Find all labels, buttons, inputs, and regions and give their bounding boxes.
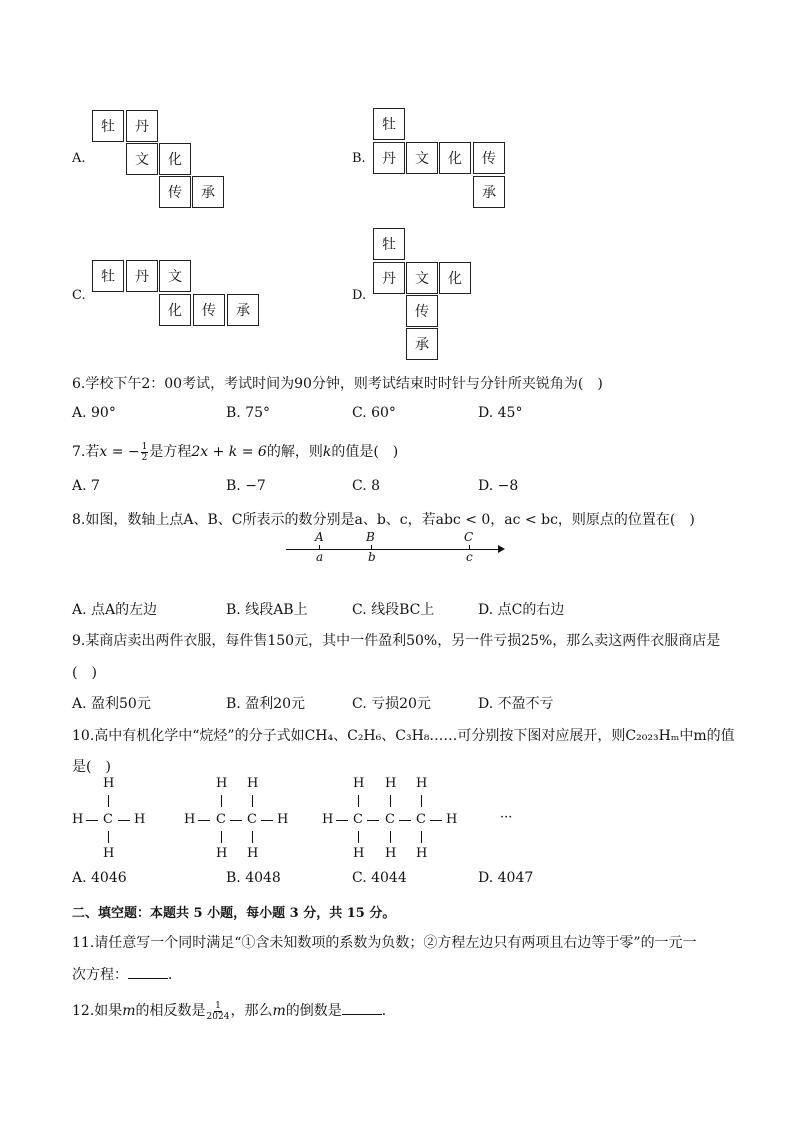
q6-option-c[interactable]: C. 60° <box>352 405 396 421</box>
atom-h: H <box>277 812 289 827</box>
q7-option-a[interactable]: A. 7 <box>72 478 100 494</box>
atom-c: C <box>103 812 113 827</box>
bond <box>261 820 273 821</box>
bond <box>367 820 379 821</box>
answer-blank[interactable] <box>342 1002 382 1015</box>
net-cell: 丹 <box>126 260 158 292</box>
point-label-upper: B <box>366 530 375 544</box>
q8-option-a[interactable]: A. 点A的左边 <box>72 602 158 618</box>
bond <box>252 795 253 807</box>
atom-h: H <box>385 846 397 861</box>
net-cell: 文 <box>406 262 438 294</box>
bond <box>421 831 422 843</box>
net-cell: 牡 <box>92 260 124 292</box>
option-label: C. <box>72 288 86 303</box>
atom-c: C <box>216 812 226 827</box>
net-cell: 承 <box>192 176 224 208</box>
q9-option-d[interactable]: D. 不盈不亏 <box>478 696 554 712</box>
bond <box>118 820 130 821</box>
atom-h: H <box>446 812 458 827</box>
q6-option-d[interactable]: D. 45° <box>478 405 523 421</box>
net-cell: 化 <box>439 142 471 174</box>
bond <box>198 820 210 821</box>
net-cell: 文 <box>159 260 191 292</box>
bond <box>252 831 253 843</box>
ellipsis: ··· <box>500 810 513 825</box>
atom-c: C <box>247 812 257 827</box>
net-cell: 化 <box>439 262 471 294</box>
bond <box>230 820 242 821</box>
atom-h: H <box>216 846 228 861</box>
net-cell: 传 <box>159 176 191 208</box>
bond <box>399 820 411 821</box>
atom-h: H <box>103 846 115 861</box>
question-10-cont: 是( ) <box>72 759 111 775</box>
option-label: A. <box>72 151 86 166</box>
question-8: 8.如图，数轴上点A、B、C所表示的数分别是a、b、c，若abc < 0，ac < bc，则原点的位置在( ) <box>72 512 695 528</box>
bond <box>221 795 222 807</box>
net-cell: 传 <box>406 295 438 327</box>
net-cell: 牡 <box>92 110 124 142</box>
net-cell: 牡 <box>373 108 405 140</box>
q6-option-b[interactable]: B. 75° <box>226 405 271 421</box>
net-cell: 文 <box>406 142 438 174</box>
q8-option-b[interactable]: B. 线段AB上 <box>226 602 308 618</box>
q10-option-c[interactable]: C. 4044 <box>352 870 407 886</box>
answer-blank[interactable] <box>128 966 168 979</box>
section-heading: 二、填空题：本题共 5 小题，每小题 3 分，共 15 分。 <box>72 906 396 921</box>
q10-option-a[interactable]: A. 4046 <box>72 870 127 886</box>
atom-c: C <box>416 812 426 827</box>
atom-c: C <box>353 812 363 827</box>
question-6: 6.学校下午2：00考试，考试时间为90分钟，则考试结束时时针与分针所夹锐角为( ) <box>72 376 603 392</box>
point-label-lower: b <box>368 550 376 564</box>
option-label: D. <box>352 288 367 303</box>
bond <box>430 820 442 821</box>
atom-h: H <box>184 812 196 827</box>
atom-h: H <box>103 776 115 791</box>
q9-option-b[interactable]: B. 盈利20元 <box>226 696 306 712</box>
question-12: 12.如果m的相反数是 $\frac{1}{2024}$ ，那么m的倒数是 ． <box>72 1000 396 1022</box>
atom-h: H <box>72 812 84 827</box>
atom-h: H <box>353 846 365 861</box>
net-cell: 丹 <box>373 262 405 294</box>
point-label-upper: C <box>464 530 474 544</box>
atom-c: C <box>385 812 395 827</box>
question-10: 10.高中有机化学中“烷烃”的分子式如CH₄、C₂H₆、C₃H₈……可分别按下图对应展开，则C₂₀₂₃Hₘ中m的值 <box>72 728 735 744</box>
net-cell: 牡 <box>373 228 405 260</box>
question-7: 7.若x = − $\frac{1}{2}$ 是方程2x + k = 6的解，则k的值是( ) <box>72 441 399 463</box>
axis-arrow-icon <box>498 545 505 553</box>
q7-option-d[interactable]: D. −8 <box>478 478 519 494</box>
net-cell: 传 <box>473 142 505 174</box>
atom-h: H <box>216 776 228 791</box>
point-label-upper: A <box>315 530 324 544</box>
net-cell: 丹 <box>126 110 158 142</box>
atom-h: H <box>416 846 428 861</box>
q8-option-d[interactable]: D. 点C的右边 <box>478 602 565 618</box>
net-cell: 承 <box>227 294 259 326</box>
net-cell: 文 <box>126 143 158 175</box>
atom-h: H <box>353 776 365 791</box>
question-9: 9.某商店卖出两件衣服，每件售150元，其中一件盈利50%，另一件亏损25%，那么卖这两件衣服商店是 <box>72 633 721 649</box>
q10-option-d[interactable]: D. 4047 <box>478 870 534 886</box>
net-cell: 丹 <box>373 142 405 174</box>
q9-option-a[interactable]: A. 盈利50元 <box>72 696 151 712</box>
net-cell: 化 <box>159 294 191 326</box>
q9-option-c[interactable]: C. 亏损20元 <box>352 696 431 712</box>
question-9-cont: ( ) <box>72 665 97 681</box>
atom-h: H <box>247 846 259 861</box>
net-cell: 化 <box>159 143 191 175</box>
question-11: 11.请任意写一个同时满足“①含未知数项的系数为负数；②方程左边只有两项且右边等于零”的一元一 <box>72 935 697 951</box>
bond <box>358 831 359 843</box>
q6-option-a[interactable]: A. 90° <box>72 405 116 421</box>
net-cell: 承 <box>406 328 438 360</box>
net-cell: 承 <box>473 176 505 208</box>
q7-option-b[interactable]: B. −7 <box>226 478 266 494</box>
bond <box>221 831 222 843</box>
bond <box>421 795 422 807</box>
bond <box>108 795 109 807</box>
q10-option-b[interactable]: B. 4048 <box>226 870 281 886</box>
bond <box>390 831 391 843</box>
q7-option-c[interactable]: C. 8 <box>352 478 381 494</box>
option-label: B. <box>352 151 366 166</box>
net-cell: 传 <box>193 294 225 326</box>
atom-h: H <box>385 776 397 791</box>
bond <box>108 831 109 843</box>
atom-h: H <box>134 812 146 827</box>
question-11-cont: 次方程： ． <box>72 967 182 983</box>
atom-h: H <box>416 776 428 791</box>
point-label-lower: c <box>466 550 473 564</box>
bond <box>86 820 98 821</box>
bond <box>358 795 359 807</box>
q8-option-c[interactable]: C. 线段BC上 <box>352 602 435 618</box>
bond <box>336 820 348 821</box>
bond <box>390 795 391 807</box>
atom-h: H <box>247 776 259 791</box>
point-label-lower: a <box>316 550 324 564</box>
atom-h: H <box>322 812 334 827</box>
